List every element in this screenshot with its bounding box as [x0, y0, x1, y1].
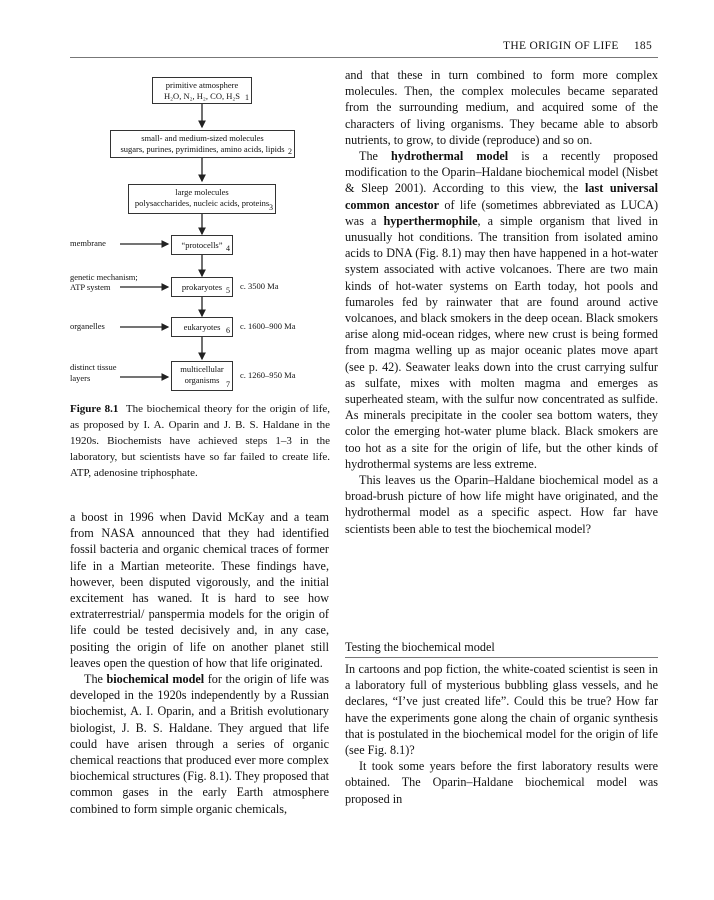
label-organelles: organelles: [70, 321, 105, 331]
box-prokaryotes: prokaryotes 5: [171, 277, 233, 297]
box-primitive-atmosphere: primitive atmosphere H₂O, N₂, H₂, CO, H₂S 1: [152, 77, 252, 104]
label-layers: layers: [70, 373, 91, 383]
label-membrane: membrane: [70, 238, 106, 248]
box-large-molecules: large molecules polysaccharides, nucleic acids, proteins 3: [128, 184, 276, 214]
term-hyperthermophile: hyperthermophile: [383, 213, 478, 228]
caption-label: Figure 8.1: [70, 403, 119, 415]
term-luca: last universal common ancestor: [345, 181, 658, 212]
date-eukaryotes: c. 1600–900 Ma: [240, 321, 296, 331]
left-paragraph-2: The biochemical model for the origin of life was developed in the 1920s independently by a Russian biochemist, A. I. Oparin, and a British evolutionary biologist, J. B. S. Haldane. They argued that life could have arisen through a series of organic chemical reactions that produced ever more complex biochemical structures (Fig. 8.1). They proposed that common gases in the early Earth atmosphere combined to form simple organic chemicals,: [70, 672, 329, 816]
right-paragraph-1: and that these in turn combined to form more complex molecules. Then, the complex molecules became separated from the surrounding medium, and acquired some of the characters of living organisms. They became able to absorb nutrients, to grow, to divide (reproduce) and so on.: [345, 68, 658, 147]
right-paragraph-2: The hydrothermal model is a recently proposed modification to the Oparin–Haldane biochemical model (Nisbet & Sleep 2001). According to this view, the last universal common ancestor of life (sometimes abbreviated as LUCA) was a hyperthermophile, a simple organism that lived in unusually hot conditions. The transition from isolated amino acids to DNA (Fig. 8.1) may then have happened in a hot-water system associated with active volcanoes. There are two main kinds of hot-water systems on Earth today, hot pools and fumaroles fed by rainwater that are found around active volcanoes, and black smokers in the deep ocean. Black smokers arise along mid-ocean ridges, where new crust is being formed from magma welling up as major oceanic plates move apart (see p. 42). Seawater leaks down into the crust carrying sulfur as sulfate, mixes with molten magma and emerges as superheated steam, with the sulfur now concentrated as sulfide. As minerals precipitate in the cooler sea bottom waters, they color the emerging hot-water plume black. Black smokers are too hot as a site for the origin of life, but the other kinds of hydrothermal systems are less extreme.: [345, 149, 659, 471]
label-genetic-mechanism: genetic mechanism;: [70, 272, 138, 282]
figure-caption: [70, 401, 330, 481]
right-column-lower: [345, 661, 658, 807]
page-number: 185: [633, 40, 652, 52]
right-column: [345, 67, 658, 537]
left-paragraph-1: a boost in 1996 when David McKay and a team from NASA announced that they had identified fossil bacteria and organic chemical traces of former life in a Martian meteorite. These findings have, however, been disputed vigorously, and the initial excitement has waned. It is hard to see how extraterrestrial/ panspermia models for the origin of life could be tested decisively and, in any case, positing the origin of life on another planet still leaves open the question of how that life originated.: [70, 510, 329, 670]
right-paragraph-5: It took some years before the first laboratory results were obtained. The Oparin–Haldane biochemical model was proposed in: [345, 759, 658, 806]
label-distinct-tissue: distinct tissue: [70, 362, 117, 372]
term-biochemical-model: biochemical model: [106, 672, 205, 687]
caption-text: The biochemical theory for the origin of life, as proposed by I. A. Oparin and J. B. S. Haldane in the 1920s. Biochemists have achieved steps 1–3 in the laboratory, but scientists have so far failed to create life. ATP, adenosine triphosphate.: [70, 403, 331, 479]
date-multicellular: c. 1260–950 Ma: [240, 370, 296, 380]
right-paragraph-3: This leaves us the Oparin–Haldane biochemical model as a broad-brush picture of how life might have originated, and the hydrothermal model as a specific aspect. How far have scientists been able to test the biochemical model?: [345, 473, 658, 536]
box-eukaryotes: eukaryotes 6: [171, 317, 233, 337]
date-prokaryotes: c. 3500 Ma: [240, 281, 279, 291]
header-title: THE ORIGIN OF LIFE: [503, 40, 619, 52]
label-atp-system: ATP system: [70, 282, 111, 292]
box-protocells: “protocells” 4: [171, 235, 233, 255]
right-paragraph-4: In cartoons and pop fiction, the white-coated scientist is seen in a laboratory full of mysterious bubbling glass vessels, and he declares, “I’ve just created life”. Could this be true? How far have the experiments gone along the chain of organic synthesis that is postulated in the biochemical model for the origin of life (see Fig. 8.1)?: [345, 662, 658, 758]
left-column: [70, 509, 329, 817]
box-multicellular: multicellular organisms 7: [171, 361, 233, 391]
term-hydrothermal-model: hydrothermal model: [391, 149, 509, 164]
box-small-molecules: small- and medium-sized molecules sugars, purines, pyrimidines, amino acids, lipids 2: [110, 130, 295, 158]
section-heading: Testing the biochemical model: [345, 640, 658, 658]
